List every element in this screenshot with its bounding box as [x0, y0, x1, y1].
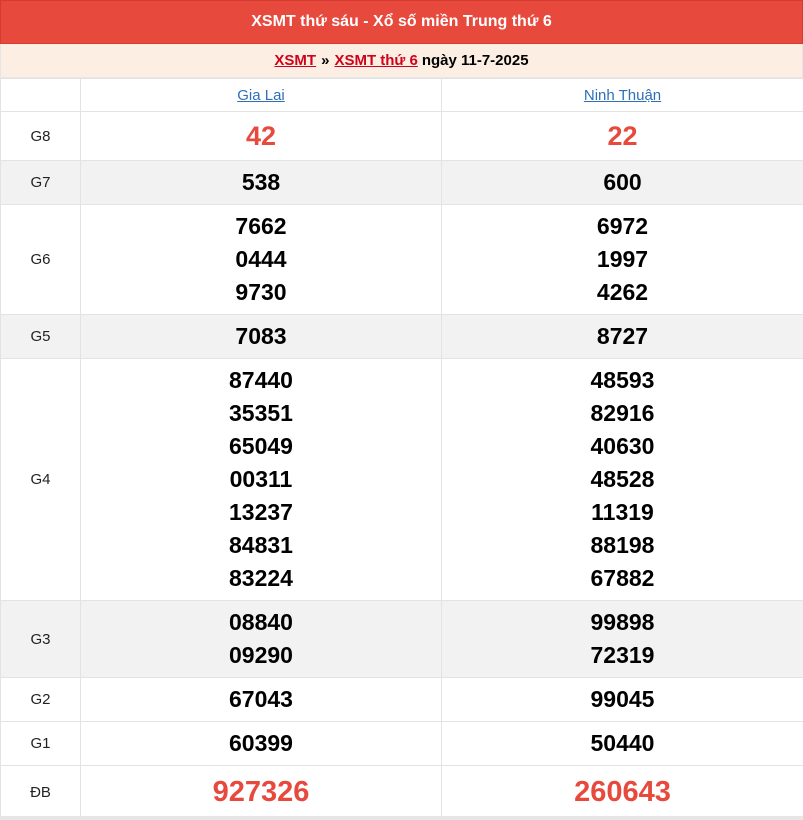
bottom-divider: [0, 816, 803, 820]
prize-cell-ninh-thuan: [442, 601, 803, 678]
prize-row-g6: [1, 205, 803, 315]
prize-cell-gia-lai: [81, 205, 442, 315]
prize-row-g1: [1, 722, 803, 766]
page-title: [0, 0, 803, 44]
prize-number: 88198: [590, 532, 655, 558]
province-link-gia-lai[interactable]: Gia Lai: [237, 86, 285, 104]
prize-number: 8727: [596, 323, 649, 349]
prize-number: 09290: [229, 642, 293, 668]
prize-number: 72319: [590, 642, 655, 668]
prize-number: 50440: [590, 730, 655, 756]
prize-cell-gia-lai: [81, 112, 442, 161]
prize-number: 08840: [229, 609, 293, 635]
header-empty-cell: [1, 79, 81, 112]
prize-number: 99898: [590, 609, 655, 635]
breadcrumb-link-xsmt[interactable]: XSMT: [274, 52, 317, 69]
prize-cell-gia-lai: [81, 601, 442, 678]
prize-number: 7662: [235, 213, 287, 239]
prize-number: 6972: [596, 213, 649, 239]
prize-number: 7083: [235, 323, 287, 349]
province-link-ninh-thuan[interactable]: Ninh Thuận: [583, 86, 662, 104]
prize-label: ĐB: [1, 766, 81, 819]
prize-number: 82916: [590, 400, 655, 426]
prize-number: 11319: [591, 499, 654, 525]
prize-number: 60399: [229, 730, 293, 756]
prize-row-g3: [1, 601, 803, 678]
prize-cell-gia-lai: [81, 315, 442, 359]
prize-row-g4: [1, 359, 803, 601]
title-text: XSMT thứ sáu - Xổ số miền Trung thứ 6: [251, 13, 552, 30]
prize-number: 65049: [229, 433, 293, 459]
prize-cell-ninh-thuan: [442, 315, 803, 359]
prize-label: G4: [1, 359, 81, 601]
prize-number: 927326: [212, 775, 310, 808]
province-header-row: [1, 79, 803, 112]
prize-number: 00311: [229, 466, 293, 492]
prize-label: G6: [1, 205, 81, 315]
results-table: [0, 78, 803, 819]
prize-number: 83224: [229, 565, 293, 591]
prize-label: G2: [1, 678, 81, 722]
prize-number: 84831: [229, 532, 293, 558]
prize-cell-ninh-thuan: [442, 766, 803, 819]
prize-row-g8: [1, 112, 803, 161]
breadcrumb-date: ngày 11-7-2025: [421, 52, 529, 69]
prize-cell-gia-lai: [81, 766, 442, 819]
prize-cell-ninh-thuan: [442, 205, 803, 315]
prize-number: 48593: [590, 367, 655, 393]
breadcrumb: [0, 44, 803, 78]
prize-number: 260643: [574, 775, 671, 808]
prize-number: 40630: [590, 433, 655, 459]
prize-number: 35351: [229, 400, 293, 426]
prize-row-đb: [1, 766, 803, 819]
prize-label: G3: [1, 601, 81, 678]
prize-label: G5: [1, 315, 81, 359]
prize-number: 67882: [590, 565, 655, 591]
breadcrumb-separator: »: [321, 52, 330, 69]
prize-number: 538: [241, 169, 281, 195]
prize-rows: [1, 112, 803, 819]
prize-number: 87440: [229, 367, 293, 393]
prize-cell-gia-lai: [81, 359, 442, 601]
prize-number: 9730: [235, 279, 287, 305]
prize-number: 22: [607, 120, 638, 151]
prize-cell-gia-lai: [81, 678, 442, 722]
prize-number: 48528: [590, 466, 655, 492]
prize-row-g5: [1, 315, 803, 359]
breadcrumb-link-xsmt-thu-6[interactable]: XSMT thứ 6: [334, 52, 418, 69]
prize-number: 67043: [229, 686, 293, 712]
prize-cell-ninh-thuan: [442, 161, 803, 205]
prize-cell-ninh-thuan: [442, 678, 803, 722]
prize-label: G8: [1, 112, 81, 161]
prize-cell-ninh-thuan: [442, 359, 803, 601]
prize-number: 1997: [596, 246, 649, 272]
prize-number: 13237: [229, 499, 293, 525]
prize-number: 0444: [235, 246, 287, 272]
prize-number: 600: [603, 169, 642, 195]
prize-number: 42: [245, 120, 277, 151]
prize-label: G1: [1, 722, 81, 766]
prize-row-g7: [1, 161, 803, 205]
prize-cell-ninh-thuan: [442, 112, 803, 161]
prize-number: 99045: [590, 686, 655, 712]
prize-label: G7: [1, 161, 81, 205]
prize-cell-ninh-thuan: [442, 722, 803, 766]
province-header-gia-lai: [81, 79, 442, 112]
province-header-ninh-thuan: [442, 79, 803, 112]
prize-cell-gia-lai: [81, 161, 442, 205]
prize-cell-gia-lai: [81, 722, 442, 766]
prize-row-g2: [1, 678, 803, 722]
prize-number: 4262: [596, 279, 649, 305]
